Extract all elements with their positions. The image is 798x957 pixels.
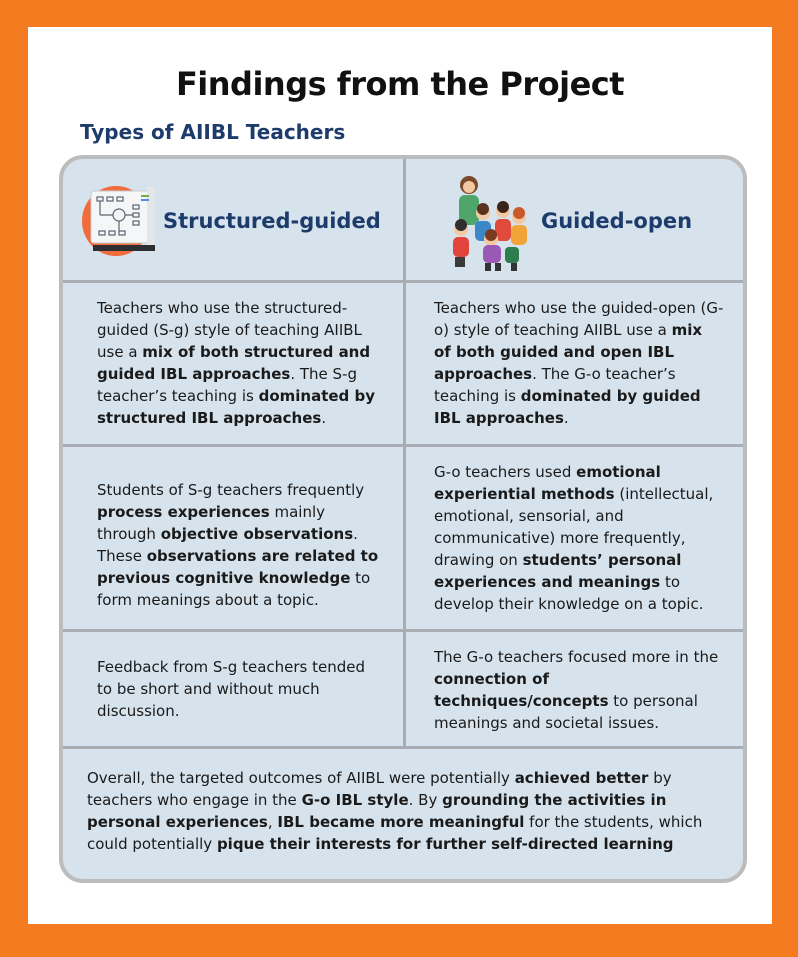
body-text: . The G-o teacher’s teaching is	[434, 365, 676, 405]
emphasis-text: objective observations	[160, 525, 354, 543]
body-text: G-o teachers used	[434, 463, 577, 481]
guided-open-label: Guided-open	[541, 209, 693, 233]
body-text: Students of S-g teachers frequently	[97, 481, 365, 499]
emphasis-text: G-o IBL style	[301, 791, 409, 809]
emphasis-text: process experiences	[97, 503, 270, 521]
row1-structured-text	[97, 297, 382, 429]
emphasis-text: connection of techniques/concepts	[434, 670, 609, 710]
emphasis-text: pique their interests for further self-directed learning	[216, 835, 674, 853]
body-text: The G-o teachers focused more in the	[434, 648, 719, 666]
body-text: by teachers who engage in the	[87, 769, 672, 809]
row2-guided-text	[434, 461, 724, 615]
body-text: Overall, the targeted outcomes of AIIBL were potentially	[87, 769, 515, 787]
row1-guided-text	[434, 297, 724, 429]
emphasis-text: IBL became more meaningful	[277, 813, 525, 831]
flowchart-icon	[79, 181, 159, 259]
row-divider	[63, 280, 743, 283]
teacher-students-icon	[445, 169, 535, 273]
emphasis-text: students’ personal experiences and meanings	[434, 551, 682, 591]
column-divider	[403, 159, 406, 746]
body-text: .	[321, 409, 327, 427]
body-text: to develop their knowledge on a topic.	[434, 573, 704, 613]
body-text: . The S-g teacher’s teaching is	[97, 365, 357, 405]
section-subtitle: Types of AIIBL Teachers	[80, 120, 346, 144]
body-text: . These	[97, 525, 358, 565]
row-divider	[63, 746, 743, 749]
body-text: Teachers who use the structured-guided (S-g) style of teaching AIIBL use a	[97, 299, 362, 361]
emphasis-text: emotional experiential methods	[434, 463, 661, 503]
row-divider	[63, 444, 743, 447]
body-text: (intellectual, emotional, sensorial, and communicative) more frequently, drawing on	[434, 485, 714, 569]
infographic-card	[28, 27, 772, 924]
emphasis-text: observations are related to previous cognitive knowledge	[97, 547, 379, 587]
body-text: to personal meanings and societal issues.	[434, 692, 698, 732]
body-text: Teachers who use the guided-open (G-o) style of teaching AIIBL use a	[434, 299, 724, 339]
emphasis-text: dominated by structured IBL approaches	[97, 387, 376, 427]
emphasis-text: dominated by guided IBL approaches	[434, 387, 701, 427]
emphasis-text: achieved better	[514, 769, 649, 787]
row-divider	[63, 629, 743, 632]
emphasis-text: mix of both guided and open IBL approaches	[434, 321, 703, 383]
body-text: .	[563, 409, 569, 427]
comparison-panel	[59, 155, 747, 883]
row3-structured-text	[97, 656, 377, 722]
summary-text	[87, 767, 727, 855]
emphasis-text: mix of both structured and guided IBL approaches	[97, 343, 371, 383]
page-title: Findings from the Project	[175, 65, 625, 103]
body-text: mainly through	[97, 503, 326, 543]
emphasis-text: grounding the activities in personal experiences	[87, 791, 667, 831]
body-text: to form meanings about a topic.	[97, 569, 371, 609]
row2-structured-text	[97, 479, 382, 611]
body-text: . By	[408, 791, 443, 809]
body-text: for the students, which could potentially	[87, 813, 703, 853]
body-text: Feedback from S-g teachers tended to be short and without much discussion.	[97, 658, 366, 720]
structured-guided-label: Structured-guided	[163, 209, 381, 233]
row3-guided-text	[434, 646, 724, 734]
body-text: ,	[267, 813, 278, 831]
